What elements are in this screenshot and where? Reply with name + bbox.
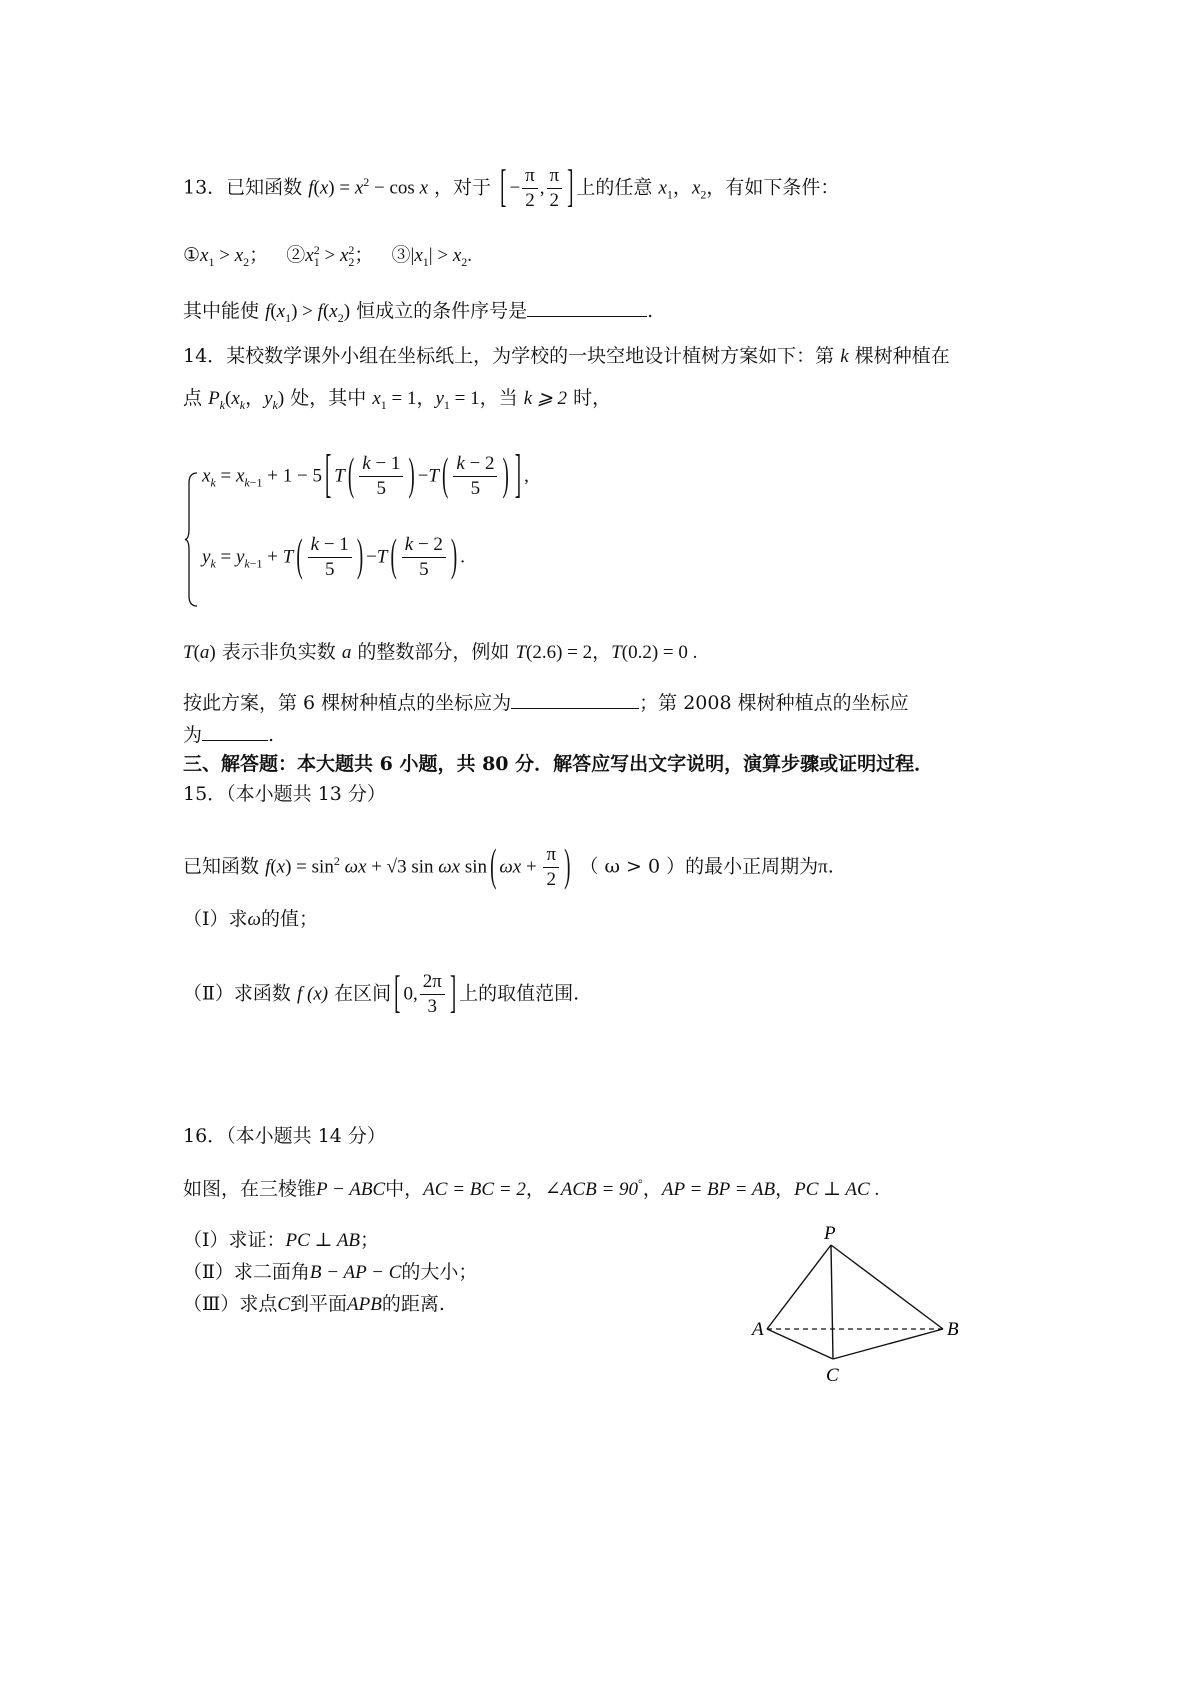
q13-func: f [308, 177, 314, 199]
q13-line1: 13．已知函数 $f(x) = x^2 - \cos x$ ，对于 [ − $\frac{\pi}{2}$ , $\frac{\pi}{2}$ ] 上的任意 $x_1$，$x_2$，有如下条件： [183, 164, 839, 213]
q14-line1-text: 14．某校数学课外小组在坐标纸上，为学校的一块空地设计植树方案如下：第 [183, 345, 835, 367]
q13-tail: ，有如下条件： [706, 176, 840, 199]
q13-cond2-label: ② [286, 244, 306, 266]
q16-part3: （Ⅲ）求点C到平面APB的距离. [183, 1293, 445, 1315]
q14-answer-blank-6[interactable] [511, 690, 639, 709]
q13-answer-blank[interactable] [527, 298, 647, 317]
edge-PB [831, 1245, 943, 1329]
section3-heading: 三、解答题：本大题共 6 小题，共 80 分．解答应写出文字说明，演算步骤或证明过程． [183, 753, 934, 775]
q13-left-bracket: [ [500, 162, 507, 213]
q13-any: 上的任意 [576, 176, 653, 199]
label-B: B [947, 1319, 959, 1340]
label-C: C [826, 1365, 839, 1386]
edge-PC [831, 1245, 833, 1359]
q14-def-T: T(a) 表示非负实数 a 的整数部分，例如 T(2.6) = 2，T(0.2) = 0 . [183, 641, 698, 663]
q13-question-mid: 恒成立的条件序号是 [356, 300, 528, 322]
q13-neg-pi-over-2: $\frac{\pi}{2}$ [522, 164, 538, 213]
q13-right-bracket: ] [567, 162, 574, 213]
q16-title: 16．（本小题共 14 分） [183, 1125, 386, 1147]
q13-intro: 13．已知函数 [183, 176, 303, 199]
q15-part2: （Ⅱ）求函数 f (x) 在区间 [ 0, $\frac{2\pi}{3}$ ] 上的取值范围. [183, 968, 580, 1019]
edge-BC [833, 1329, 943, 1359]
q13-for: ，对于 [434, 176, 492, 199]
q16-statement: 如图，在三棱锥P − ABC中，AC = BC = 2，∠ACB = 90°，AP = BP = AB，PC ⊥ AC . [183, 1176, 880, 1200]
q14-system-brace [185, 471, 199, 608]
edge-PA [767, 1245, 831, 1329]
label-A: A [752, 1319, 764, 1340]
q16-part2: （Ⅱ）求二面角B − AP − C的大小； [183, 1261, 478, 1283]
q16-part1: （Ⅰ）求证：PC ⊥ AB； [183, 1229, 380, 1251]
q14-k-cond: k ⩾ 2 [523, 388, 568, 409]
q13-cond1-label: ① [183, 244, 201, 266]
q14-eq-y: $y_k = y_{k-1} + T$ ( $\frac{k - 1}{5}$ ) −T ( $\frac{k - 2}{5}$ ) . [202, 531, 465, 582]
label-P: P [824, 1223, 836, 1244]
q14-answer-blank-2008[interactable] [202, 722, 268, 741]
q14-eq-x: $x_k = x_{k-1} + 1 - 5$ [ T ( $\frac{k - 1}{5}$ ) −T ( $\frac{k - 2}{5}$ ) ] , [202, 445, 529, 505]
q14-ask-line2: 为 . [183, 724, 275, 746]
q13-cond3-label: ③ [391, 244, 411, 266]
q15-part1: （Ⅰ）求ω的值； [183, 908, 318, 930]
q14-where: 处，其中 [290, 387, 367, 409]
q14-line2: 点 $P_k(x_k$，$y_k$) 处，其中 $x_1 = 1$，$y_1 = 1$，当 k ⩾ 2 时， [183, 387, 612, 412]
q14-ask-line1: 按此方案，第 6 棵树种植点的坐标应为 ；第 2008 棵树种植点的坐标应 [183, 692, 909, 714]
q16-pyramid-diagram [752, 1223, 985, 1386]
q14-line1-end: 棵树种植在 [854, 345, 950, 367]
q13-question-pre: 其中能使 [183, 300, 260, 322]
q14-point-label: 点 [183, 387, 203, 409]
q13-conditions: $①x_1 > x_2$； $②x_1^2 > x_2^2$； $③|x_1| > x_2$. [183, 242, 473, 269]
q14-line1 [183, 344, 950, 369]
q13-pi-over-2: $\frac{\pi}{2}$ [547, 164, 563, 213]
q15-statement: 已知函数 $f(x) = \sin^2 \omega x + √3$ sin ωx sin ( ωx + $\frac{\pi}{2}$ ) （ ω > 0 ）的最小正周期为π. [183, 841, 834, 892]
q15-title: 15．（本小题共 13 分） [183, 783, 386, 805]
q14-k: k [840, 346, 849, 367]
edge-AC [767, 1329, 833, 1359]
q13-question: 其中能使 $f(x_1) > f(x_2)$ 恒成立的条件序号是 . [183, 300, 654, 325]
